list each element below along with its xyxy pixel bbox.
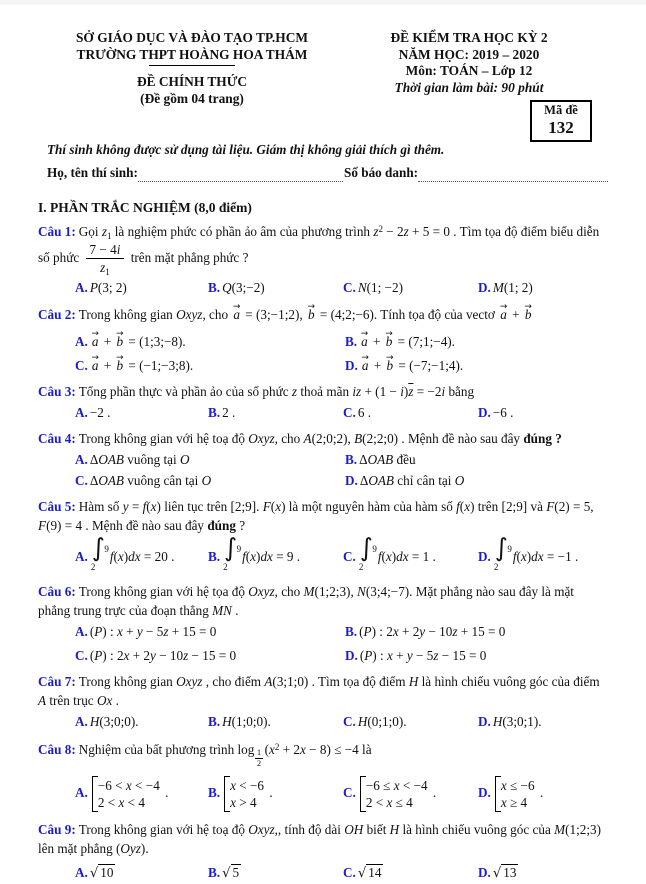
question-6-text: Trong không gian với hệ tọa độ Oxyz, cho M(1;2;3), N(3;4;−7). Mặt phẳng nào sau đây là mặt phẳng trung trực của đoạn thẳng MN .	[38, 584, 574, 618]
question-8-text: Nghiệm của bất phương trình log $\frac{1}{2}$ $(x^2 + 2x - 8) \le -4$ là	[78, 742, 372, 768]
question-3-number: Câu 3:	[38, 384, 76, 399]
student-id-label: Số báo danh:	[344, 165, 419, 180]
question-6-option-c: C. (P) : 2x + 2y − 10z − 15 = 0	[75, 648, 237, 663]
question-3-option-d: D. −6 .	[478, 405, 514, 420]
question-9-option-a: A. √ 10	[75, 865, 114, 881]
exam-title: ĐỀ KIỂM TRA HỌC KỲ 2	[390, 30, 548, 45]
exam-code-value: 132	[548, 118, 574, 137]
question-8-option-b: B. x < −6 x > 4 .	[208, 778, 273, 810]
question-6-number: Câu 6:	[38, 584, 76, 599]
question-3-option-c: C. 6 .	[343, 405, 372, 420]
question-6-options	[75, 622, 608, 666]
question-4-options	[75, 450, 608, 491]
question-4-option-c: C. ΔOAB vuông cân tại O	[75, 473, 212, 488]
question-1-option-d: D. M(1; 2)	[478, 280, 533, 295]
question-8-options	[75, 774, 608, 814]
student-name-blank	[138, 168, 343, 182]
question-8-option-c: C. −6 ≤ x < −4 2 < x ≤ 4 .	[343, 778, 437, 810]
question-1-text: Gọi $z_1$ là nghiệm phức có phần ảo âm của phương trình $z^2 - 2z + 5 = 0$ . Tìm tọa độ điểm biểu diễn số phức $\frac{7 - 4i}{z_1}$ trên mặt phẳng phức ?	[38, 224, 600, 277]
exam-notice: Thí sinh không được sử dụng tài liệu. Giám thị không giải thích gì thêm.	[47, 142, 445, 157]
question-9	[38, 820, 608, 884]
question-5-option-a: A. ∫ 9 2 f(x)dx = 20 .	[75, 533, 175, 572]
question-7-number: Câu 7:	[38, 674, 76, 689]
question-8-option-a: A. −6 < x < −4 2 < x < 4 .	[75, 778, 169, 810]
header-rule	[149, 65, 235, 66]
exam-code-box	[530, 100, 592, 142]
exam-duration: Thời gian làm bài: 90 phút	[394, 79, 544, 95]
question-5-option-c: C. ∫ 9 2 f(x)dx = 1 .	[343, 533, 436, 572]
question-8-number: Câu 8:	[38, 742, 76, 757]
question-4-option-a: A. ΔOAB vuông tại O	[75, 452, 190, 467]
question-7-text: Trong không gian Oxyz , cho điểm A(3;1;0) . Tìm tọa độ điểm H là hình chiếu vuông góc của điểm A trên trục Ox .	[38, 674, 600, 708]
department-name: SỞ GIÁO DỤC VÀ ĐÀO TẠO TP.HCM	[75, 30, 308, 45]
question-9-text: Trong không gian với hệ toạ độ Oxyz,, tính độ dài OH biết H là hình chiếu vuông góc của M(1;2;3) lên mặt phẳng (Oyz).	[38, 822, 602, 856]
question-3-option-b: B. 2 .	[208, 405, 236, 420]
question-6-option-a: A. (P) : x + y − 5z + 15 = 0	[75, 624, 217, 639]
question-2-option-c: C. → a + → b = (−1;−3;8).	[75, 356, 345, 376]
question-3-text: Tổng phần thực và phần ảo của số phức z thoả mãn iz + $(1 - i)\overline{z} = -2i$ bằng	[78, 384, 475, 399]
question-2-options	[75, 332, 608, 376]
header-left-block	[56, 30, 328, 107]
question-7-option-c: C. H(0;1;0).	[343, 714, 407, 729]
official-exam-label: ĐỀ CHÍNH THỨC	[136, 74, 248, 89]
question-5-option-b: B. ∫ 9 2 f(x)dx = 9 .	[208, 533, 301, 572]
question-2-number: Câu 2:	[38, 307, 76, 322]
question-1-number: Câu 1:	[38, 224, 76, 239]
question-7	[38, 672, 608, 732]
student-info-row	[38, 164, 608, 182]
question-8-option-d: D. x ≤ −6 x ≥ 4 .	[478, 778, 544, 810]
question-4-option-b: B. ΔOAB đều	[345, 452, 416, 467]
question-1-option-c: C. N(1; −2)	[343, 280, 403, 295]
question-2-option-a: A. → a + → b = (1;3;−8).	[75, 332, 345, 352]
question-1-option-a: A. P(3; 2)	[75, 280, 127, 295]
question-5-options	[75, 533, 608, 576]
question-2-option-d: D. → a + → b = (−7;−1;4).	[345, 356, 608, 376]
question-3-options	[75, 403, 608, 423]
question-3-option-a: A. −2 .	[75, 405, 111, 420]
question-9-options	[75, 863, 608, 884]
question-9-number: Câu 9:	[38, 822, 76, 837]
header-right-block	[350, 30, 588, 107]
subject-grade: Môn: TOÁN – Lớp 12	[405, 63, 533, 78]
question-3	[38, 382, 608, 423]
question-4-option-d: D. ΔOAB chỉ cân tại O	[345, 473, 465, 488]
question-5	[38, 497, 608, 576]
question-7-option-d: D. H(3;0;1).	[478, 714, 542, 729]
question-5-number: Câu 5:	[38, 499, 76, 514]
question-6-option-b: B. (P) : 2x + 2y − 10z + 15 = 0	[345, 624, 506, 639]
section-title: I. PHẦN TRẮC NGHIỆM (8,0 điểm)	[38, 200, 252, 215]
question-7-options	[75, 712, 608, 732]
question-2-option-b: B. → a + → b = (7;1;−4).	[345, 332, 608, 352]
question-6	[38, 582, 608, 666]
question-8	[38, 738, 608, 814]
student-id-blank	[418, 168, 608, 182]
question-2-text: Trong không gian Oxyz, cho → a = (3;−1;2), → b = (4;2;−6). Tính tọa độ của vectơ → a + → b	[79, 307, 534, 322]
question-6-option-d: D. (P) : x + y − 5z − 15 = 0	[345, 648, 487, 663]
question-5-text: Hàm số y = f(x) liên tục trên [2;9]. F(x) là một nguyên hàm của hàm số f(x) trên [2;9] và F(2) = 5, F(9) = 4 . Mệnh đề nào sau đây đúng ?	[38, 499, 594, 533]
question-9-option-c: C. √ 14	[343, 865, 382, 881]
school-name: TRƯỜNG THPT HOÀNG HOA THÁM	[76, 46, 308, 62]
page-count-note: (Đề gồm 04 trang)	[140, 90, 244, 106]
school-year: NĂM HỌC: 2019 – 2020	[398, 46, 540, 62]
exam-code-label: Mã đề	[544, 103, 578, 117]
student-name-label: Họ, tên thí sinh:	[47, 165, 138, 180]
question-1	[38, 222, 608, 298]
question-5-option-d: D. ∫ 9 2 f(x)dx = −1 .	[478, 533, 579, 572]
question-9-option-b: B. √ 5	[208, 865, 240, 881]
question-1-option-b: B. Q(3;−2)	[208, 280, 265, 295]
question-7-option-b: B. H(1;0;0).	[208, 714, 271, 729]
question-9-option-d: D. √ 13	[478, 865, 517, 881]
question-4	[38, 429, 608, 491]
question-4-text: Trong không gian với hệ toạ độ Oxyz, cho A(2;0;2), B(2;2;0) . Mệnh đề nào sau đây đúng ?	[78, 431, 562, 446]
exam-header	[38, 30, 608, 107]
question-7-option-a: A. H(3;0;0).	[75, 714, 139, 729]
question-4-number: Câu 4:	[38, 431, 76, 446]
question-2	[38, 304, 608, 376]
